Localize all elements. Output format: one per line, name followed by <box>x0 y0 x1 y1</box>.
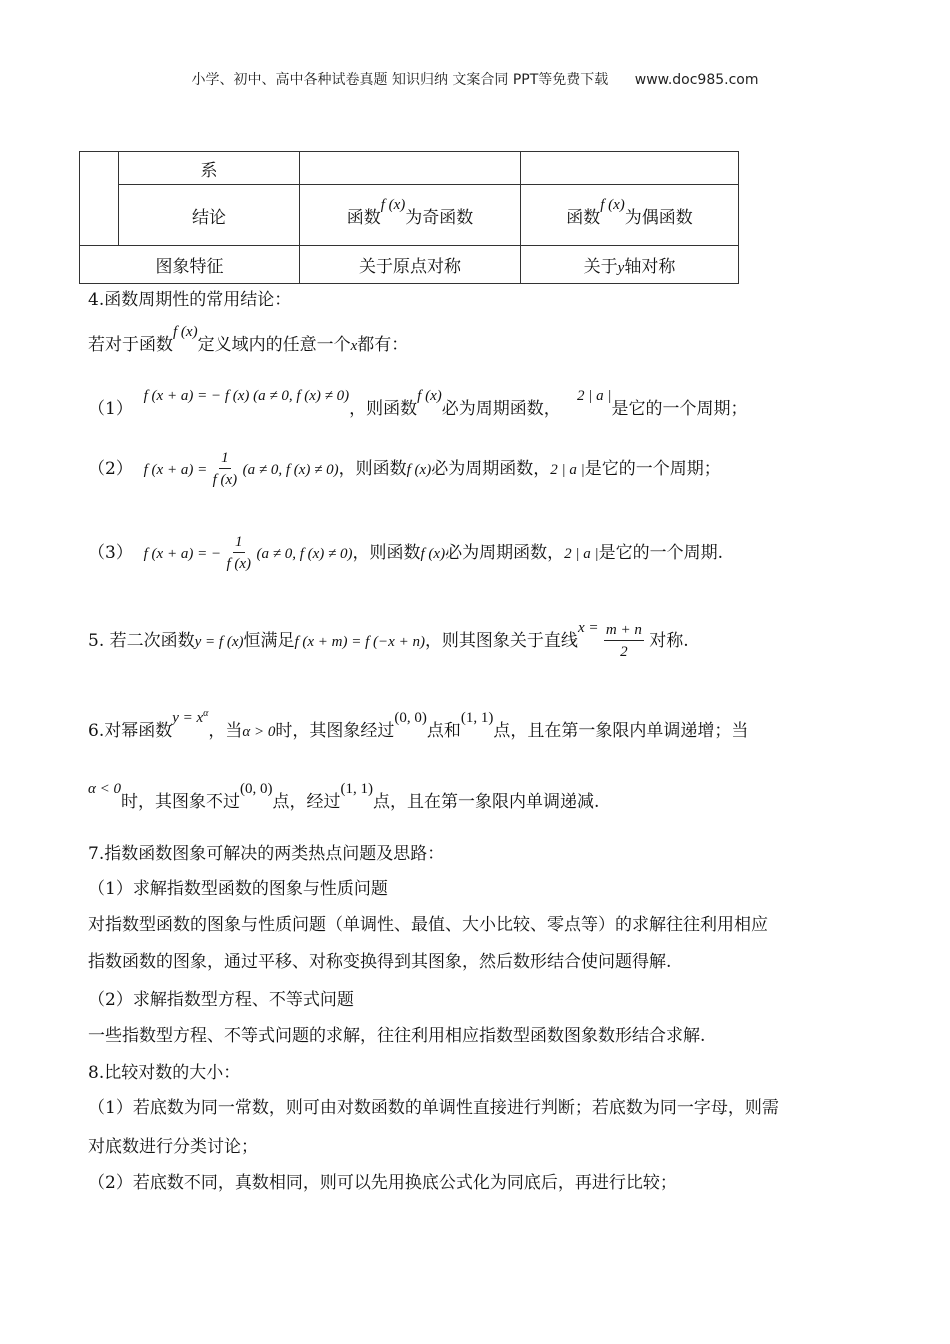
table-row1-even <box>521 152 739 185</box>
s8-p2: 对底数进行分类讨论； <box>88 1137 258 1157</box>
s4-intro: 若对于函数f (x)定义域内的任意一个x都有： <box>88 324 409 355</box>
s7-title: 7.指数函数图象可解决的两类热点问题及思路： <box>88 844 445 864</box>
s8-p3: （2）若底数不同，真数相同，则可以先用换底公式化为同底后，再进行比较； <box>88 1173 677 1193</box>
table-row1-label: 系 <box>119 152 300 185</box>
s7-p5: 一些指数型方程、不等式问题的求解，往往利用相应指数型函数图象数形结合求解. <box>88 1026 706 1046</box>
table-row2-even: 函数f (x)为偶函数 <box>521 185 739 246</box>
s4-case3: （3） f (x + a) = − $\frac{1}{f (x)}$ (a ≠ 0, f (x) ≠ 0)，则函数f (x)必为周期函数，2 | a |是它的一个周期. <box>88 534 723 572</box>
s6-line1: 6.对幂函数$y = x^\alpha$，当α > 0时，其图象经过(0, 0)点和(1, 1)点，且在第一象限内单调递增；当 <box>88 708 749 741</box>
header-url[interactable]: www.doc985.com <box>634 72 759 88</box>
table-row3-odd: 关于原点对称 <box>300 246 521 284</box>
table-row2-label: 结论 <box>119 185 300 246</box>
page-header <box>0 69 950 89</box>
table-row3-even: 关于y轴对称 <box>521 246 739 284</box>
s4-case2: （2） f (x + a) = $\frac{1}{f (x)}$ (a ≠ 0, f (x) ≠ 0)，则函数f (x)必为周期函数，2 | a |是它的一个周期； <box>88 450 721 488</box>
parity-table <box>79 151 739 284</box>
s8-p1: （1）若底数为同一常数，则可由对数函数的单调性直接进行判断；若底数为同一字母，则需 <box>88 1098 779 1118</box>
s5-line: 5. 若二次函数y = f (x)恒满足f (x + m) = f (−x + n)，则其图象关于直线x = $\frac{m + n}{2}$ 对称. <box>88 620 689 660</box>
table-row3-label: 图象特征 <box>80 246 300 284</box>
table-row2-odd: 函数f (x)为奇函数 <box>300 185 521 246</box>
table-merged-cell <box>80 152 119 246</box>
header-text: 小学、初中、高中各种试卷真题 知识归纳 文案合同 PPT等免费下载 <box>191 72 609 88</box>
s7-p2: 对指数型函数的图象与性质问题（单调性、最值、大小比较、零点等）的求解往往利用相应 <box>88 915 768 935</box>
table-row1-odd <box>300 152 521 185</box>
s7-p4: （2）求解指数型方程、不等式问题 <box>88 990 354 1010</box>
s4-case1: （1） f (x + a) = − f (x) (a ≠ 0, f (x) ≠ 0)，则函数f (x)必为周期函数， 2 | a |是它的一个周期； <box>88 388 748 419</box>
s7-p1: （1）求解指数型函数的图象与性质问题 <box>88 879 388 899</box>
s7-p3: 指数函数的图象，通过平移、对称变换得到其图象，然后数形结合使问题得解. <box>88 952 672 972</box>
s6-line2: α < 0时，其图象不过(0, 0)点，经过(1, 1)点，且在第一象限内单调递减. <box>88 781 600 812</box>
s4-title: 4.函数周期性的常用结论： <box>88 290 292 310</box>
s8-title: 8.比较对数的大小： <box>88 1063 241 1083</box>
